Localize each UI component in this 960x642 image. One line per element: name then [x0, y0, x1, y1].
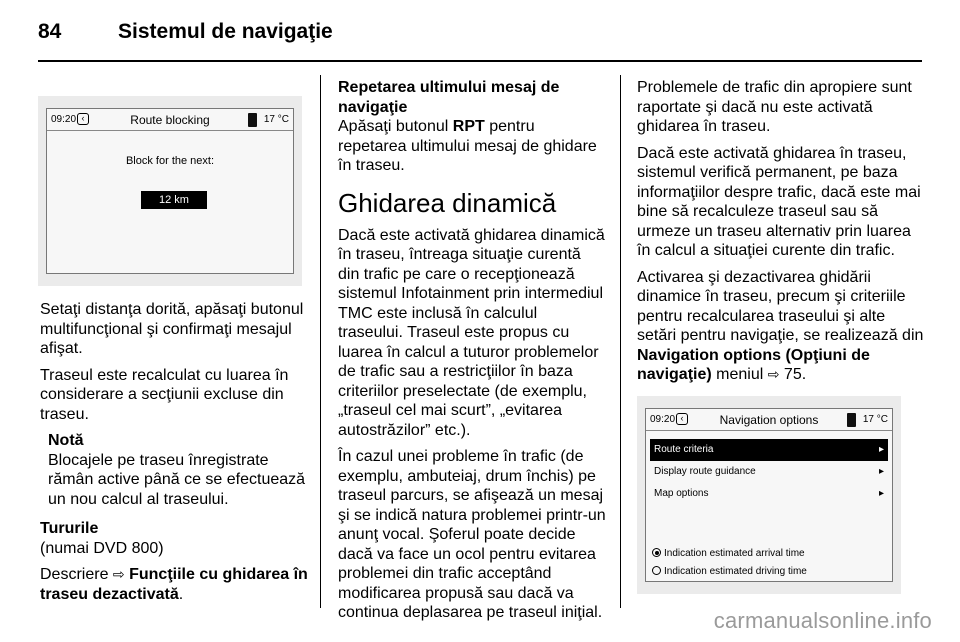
- status-bar: [47, 109, 293, 131]
- menu-item-map-options[interactable]: [650, 483, 888, 505]
- cross-reference-link[interactable]: Funcţiile cu ghidarea în traseu dezactivată: [40, 566, 308, 603]
- menu-item-display-route-guidance[interactable]: [650, 461, 888, 483]
- column-divider-2: [620, 75, 621, 608]
- distance-value: 12 km: [141, 191, 207, 209]
- navigation-options-screenshot: [637, 396, 901, 594]
- reference-arrow-icon: ⇨: [112, 566, 125, 582]
- menu-item-route-criteria[interactable]: [650, 439, 888, 461]
- temperature: 17 °C: [263, 114, 289, 125]
- menu-item-label: Display route guidance: [654, 466, 756, 477]
- chevron-right-icon: ▸: [878, 444, 884, 455]
- column-3: [637, 78, 927, 392]
- text-span: meniul: [716, 366, 764, 383]
- paragraph: (numai DVD 800): [40, 539, 164, 557]
- screen-title: Route blocking: [130, 113, 210, 127]
- display-screen: [645, 408, 893, 582]
- text-span: pentru repetarea ultimului mesaj de ghidare în traseu.: [338, 118, 597, 174]
- clock: 09:20: [650, 414, 676, 425]
- rpt-button-label: RPT: [452, 118, 485, 135]
- chevron-right-icon: ▸: [878, 488, 884, 499]
- paragraph: Dacă este activată ghidarea în traseu, sistemul verifică permanent, pe baza informaţiilor despre trafic, dacă este mai bine să recalculeze traseul sau să urmeze un traseu alternativ prin luarea în calcul a situaţiei curente din trafic.: [637, 144, 921, 259]
- watermark: carmanualsonline.info: [713, 608, 932, 633]
- column-1: [40, 300, 308, 611]
- column-divider-1: [320, 75, 321, 608]
- subheading-tours: Tururile: [40, 520, 99, 537]
- radio-label: Indication estimated arrival time: [664, 548, 805, 559]
- paragraph: Dacă este activată ghidarea dinamică în traseu, întreaga situaţie curentă din trafic pe care o recepţionează sistemul Infotainment prin intermediul TMC este inclusă în calculul traseului. Traseul este propus cu luarea în calcul a tuturor problemelor de trafic sau a restricţiilor în baza criteriilor preselectate (de exemplu, „traseul cel mai scurt”, „evitarea autostrăzilor” etc.).: [338, 226, 605, 439]
- paragraph: Setaţi distanţa dorită, apăsaţi butonul multifuncţional şi confirmaţi mesajul afişat.: [40, 301, 304, 357]
- indication-radio-group: [652, 545, 886, 581]
- menu-item-label: Map options: [654, 488, 709, 499]
- paragraph-description: [40, 565, 308, 604]
- route-blocking-screenshot: [38, 96, 302, 286]
- menu-item-label: Route criteria: [654, 444, 714, 455]
- paragraph-menu: [637, 268, 927, 385]
- paragraph-repeat: [338, 117, 606, 176]
- menu-reference: Navigation options (Opţiuni de navigaţie): [637, 346, 870, 383]
- display-screen: [46, 108, 294, 274]
- back-icon: ‹: [77, 113, 89, 125]
- reference-arrow-icon: ⇨: [767, 366, 780, 382]
- radio-label: Indication estimated driving time: [664, 566, 807, 577]
- column-2: [338, 78, 606, 630]
- subheading-repeat: Repetarea ultimului mesaj de navigaţie: [338, 79, 560, 116]
- note-title: Notă: [48, 432, 84, 449]
- status-bar: [646, 409, 892, 431]
- screen-title: Navigation options: [719, 413, 819, 427]
- radio-arrival-time[interactable]: [652, 545, 886, 563]
- note-text: Blocajele pe traseu înregistrate rămân active până ce se efectuează un nou calcul al traseului.: [48, 451, 306, 508]
- paragraph: Traseul este recalculat cu luarea în considerare a secţiunii excluse din traseu.: [40, 366, 289, 423]
- page-title: Sistemul de navigaţie: [118, 20, 333, 43]
- radio-driving-time[interactable]: [652, 563, 886, 581]
- header-rule: [38, 60, 922, 62]
- page-header: [38, 20, 922, 50]
- note-box: [40, 431, 308, 509]
- page-number: 84: [38, 20, 62, 43]
- page-reference-link[interactable]: 75.: [783, 366, 807, 383]
- radio-selected-icon: [652, 548, 661, 557]
- paragraph: În cazul unei probleme în trafic (de exemplu, ambuteiaj, drum închis) pe traseul parcurs, se afişează un mesaj şi se indică natura problemei printr-un anunţ vocal. Şoferul poate decide dacă va face un ocol pentru evitarea problemei din trafic acceptând modificarea propusă sau dacă va continua deplasarea pe traseul iniţial.: [338, 448, 606, 621]
- clock: 09:20: [51, 114, 77, 125]
- text-span: Activarea şi dezactivarea ghidării dinamice în traseu, precum şi criteriile pentru recalcularea traseului şi alte setări pentru navigaţie, se realizează din: [637, 268, 924, 344]
- paragraph: Problemele de trafic din apropiere sunt raportate şi dacă nu este activată ghidarea în traseu.: [637, 79, 912, 135]
- desc-suffix: .: [178, 585, 184, 603]
- thermometer-icon: [248, 113, 257, 127]
- back-icon: ‹: [676, 413, 688, 425]
- temperature: 17 °C: [862, 414, 888, 425]
- section-title: Ghidarea dinamică: [338, 187, 557, 218]
- desc-prefix: Descriere: [40, 566, 109, 583]
- options-menu: [650, 439, 888, 505]
- radio-unselected-icon: [652, 566, 661, 575]
- chevron-right-icon: ▸: [878, 466, 884, 477]
- block-message: Block for the next:: [125, 155, 215, 167]
- thermometer-icon: [847, 413, 856, 427]
- text-span: Apăsaţi butonul: [338, 118, 449, 135]
